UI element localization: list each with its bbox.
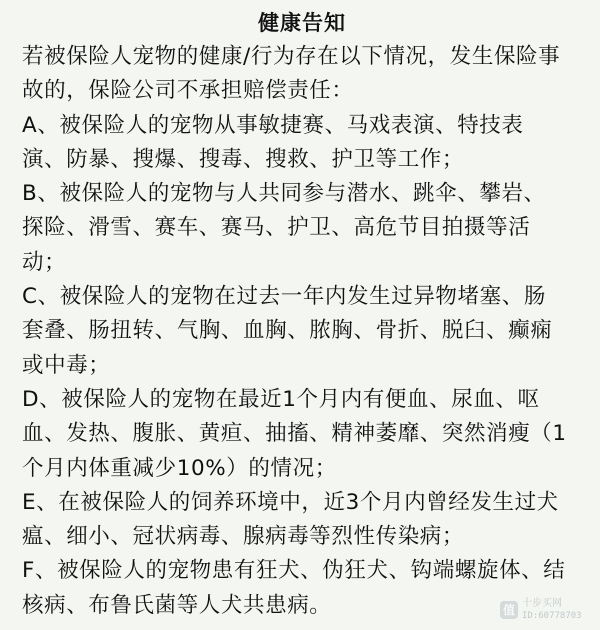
notice-line: C、被保险人的宠物在过去一年内发生过异物堵塞、肠 [22, 284, 546, 310]
notice-line: B、被保险人的宠物与人共同参与潜水、跳伞、攀岩、 [22, 181, 546, 207]
notice-line: 血、发热、腹胀、黄疸、抽搐、精神萎靡、突然消瘦（1 [22, 421, 567, 447]
notice-line: E、在被保险人的饲养环境中，近3个月内曾经发生过犬 [22, 489, 559, 515]
notice-line: 演、防暴、搜爆、搜毒、搜救、护卫等工作； [22, 146, 465, 172]
notice-line: 若被保险人宠物的健康/行为存在以下情况，发生保险事 [22, 44, 561, 69]
notice-line: F、被保险人的宠物患有狂犬、伪狂犬、钩端螺旋体、结 [22, 558, 566, 584]
watermark [500, 598, 592, 624]
watermark-id: ID:60778703 [522, 611, 582, 621]
notice-line: 套叠、肠扭转、气胸、血胸、脓胸、骨折、脱臼、癫痫 [22, 318, 553, 344]
watermark-name: 十步买网 [522, 598, 562, 609]
notice-line: D、被保险人的宠物在最近1个月内有便血、尿血、呕 [22, 386, 540, 412]
notice-title: 健康告知 [258, 11, 346, 35]
notice-line: 或中毒； [22, 352, 111, 378]
notice-line: A、被保险人的宠物从事敏捷赛、马戏表演、特技表 [22, 112, 524, 138]
notice-line: 动； [22, 249, 67, 275]
notice-line: 探险、滑雪、赛车、赛马、护卫、高危节目拍摄等活 [22, 215, 531, 241]
notice-line: 故的，保险公司不承担赔偿责任： [22, 78, 354, 104]
notice-line: 个月内体重减少10%）的情况； [22, 455, 337, 481]
notice-line: 核病、布鲁氏菌等人犬共患病。 [22, 592, 332, 618]
notice-line: 瘟、细小、冠状病毒、腺病毒等烈性传染病； [22, 524, 465, 550]
watermark-logo-icon: 值 [500, 601, 518, 619]
